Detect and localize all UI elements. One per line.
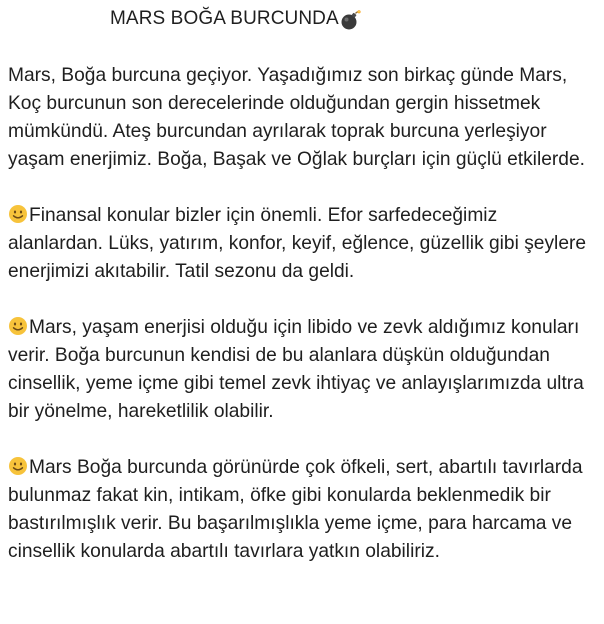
paragraph-1-text: Mars, Boğa burcuna geçiyor. Yaşadığımız son birkaç günde Mars, Koç burcunun son derecelerinde olduğundan gergin hissetmek mümkündü. Ateş burcundan ayrılarak toprak burcuna yerleşiyor yaşam enerjimiz. Boğa, Başak ve Oğlak burçları için güçlü etkilerde. <box>8 65 585 170</box>
paragraph-gap <box>8 286 596 314</box>
smile-icon <box>8 456 28 476</box>
paragraph-3-text: Mars, yaşam enerjisi olduğu için libido ve zevk aldığımız konuları verir. Boğa burcunun kendisi de bu alanlara düşkün olduğundan cinsellik, yeme içme gibi temel zevk ihtiyaç ve anlayışlarımızda ultra bir yönelme, hareketlilik olabilir. <box>8 317 584 422</box>
paragraph-gap <box>8 174 596 202</box>
bomb-icon <box>340 9 362 31</box>
paragraph-4 <box>8 454 596 566</box>
paragraph-2 <box>8 202 596 286</box>
post-body <box>8 4 596 566</box>
paragraph-2-text: Finansal konular bizler için önemli. Efor sarfedeceğimiz alanlardan. Lüks, yatırım, konfor, keyif, eğlence, güzellik gibi şeylere enerjimizi akıtabilir. Tatil sezonu da geldi. <box>8 205 587 282</box>
paragraph-1 <box>8 62 596 174</box>
paragraph-4-text: Mars Boğa burcunda görünürde çok öfkeli, sert, abartılı tavırlarda bulunmaz fakat kin, intikam, öfke gibi konularda beklenmedik bir bastırılmışlık verir. Bu başarılmışlıkla yeme içme, para harcama ve cinsellik konularda abartılı tavırlara yatkın olabiliriz. <box>8 457 583 562</box>
smile-icon <box>8 204 28 224</box>
smile-icon <box>8 316 28 336</box>
paragraph-gap <box>8 426 596 454</box>
page-title: MARS BOĞA BURCUNDA <box>110 8 339 29</box>
paragraph-3 <box>8 314 596 426</box>
title-row <box>8 4 596 34</box>
